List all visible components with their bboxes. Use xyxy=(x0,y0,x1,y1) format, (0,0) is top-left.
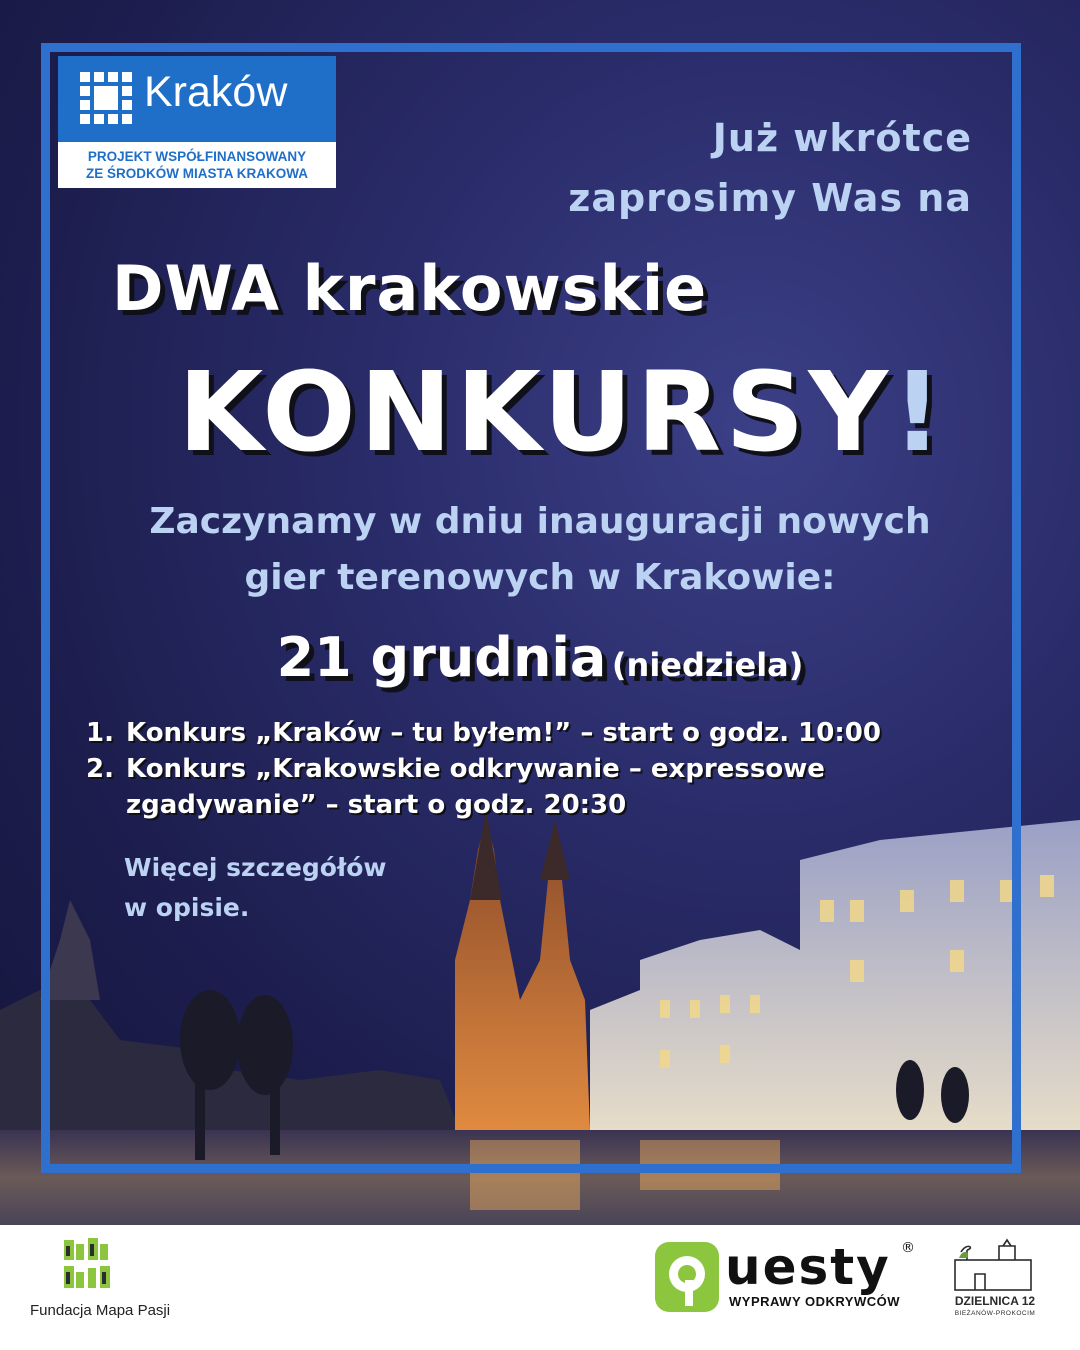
headline-konkursy: KONKURSY xyxy=(178,348,893,476)
intro-line1: Już wkrótce xyxy=(712,116,972,160)
questy-q-icon xyxy=(655,1242,719,1312)
footer xyxy=(0,1225,1080,1350)
krakow-logo-subtitle xyxy=(58,142,336,188)
list-item-text: Konkurs „Krakowskie odkrywanie – expressowe zgadywanie” – start o godz. 20:30 xyxy=(126,754,825,820)
date-weekday: (niedziela) xyxy=(611,646,804,684)
list-item xyxy=(86,751,1006,823)
dzielnica-building-icon xyxy=(945,1238,1045,1294)
questy-registered-mark: ® xyxy=(901,1240,915,1256)
headline-exclamation: ! xyxy=(892,348,947,476)
headline-line1: DWA krakowskie xyxy=(112,252,708,325)
subheadline xyxy=(0,494,1080,606)
more-info xyxy=(124,848,387,928)
event-date xyxy=(0,626,1080,689)
subheadline-line1: Zaczynamy w dniu inauguracji nowych xyxy=(149,501,931,542)
dzielnica-name: DZIELNICA 12 xyxy=(954,1294,1036,1308)
questy-logo xyxy=(655,1238,915,1312)
list-item-number: 2. xyxy=(86,754,114,784)
dzielnica-subtitle: BIEŻANÓW-PROKOCIM xyxy=(954,1310,1036,1317)
krakow-subtitle-line1: PROJEKT WSPÓŁFINANSOWANY xyxy=(87,149,307,164)
headline-line2 xyxy=(178,348,946,476)
krakow-grid-icon xyxy=(80,72,132,124)
questy-tagline: WYPRAWY ODKRYWCÓW xyxy=(729,1294,900,1309)
date-main: 21 grudnia xyxy=(276,626,607,689)
list-item xyxy=(86,715,1006,751)
krakow-logo-top xyxy=(58,56,336,142)
krakow-subtitle-line2: ZE ŚRODKÓW MIASTA KRAKOWA xyxy=(86,166,308,181)
krakow-logo xyxy=(58,56,336,188)
intro-text xyxy=(568,108,972,228)
mapa-pasji-logo xyxy=(62,1236,132,1296)
list-item-number: 1. xyxy=(86,718,114,748)
mapa-pasji-caption: Fundacja Mapa Pasji xyxy=(30,1302,171,1319)
more-info-line1: Więcej szczegółów xyxy=(124,853,387,882)
list-item-text: Konkurs „Kraków – tu byłem!” – start o godz. 10:00 xyxy=(126,718,881,748)
subheadline-line2: gier terenowych w Krakowie: xyxy=(244,557,836,598)
contest-list xyxy=(86,715,1006,823)
questy-q-shape xyxy=(655,1242,719,1312)
intro-line2: zaprosimy Was na xyxy=(568,176,972,220)
dzielnica-logo xyxy=(945,1238,1045,1338)
questy-wordmark: uesty xyxy=(725,1238,891,1296)
krakow-logo-name: Kraków xyxy=(144,68,288,116)
more-info-line2: w opisie. xyxy=(124,893,250,922)
